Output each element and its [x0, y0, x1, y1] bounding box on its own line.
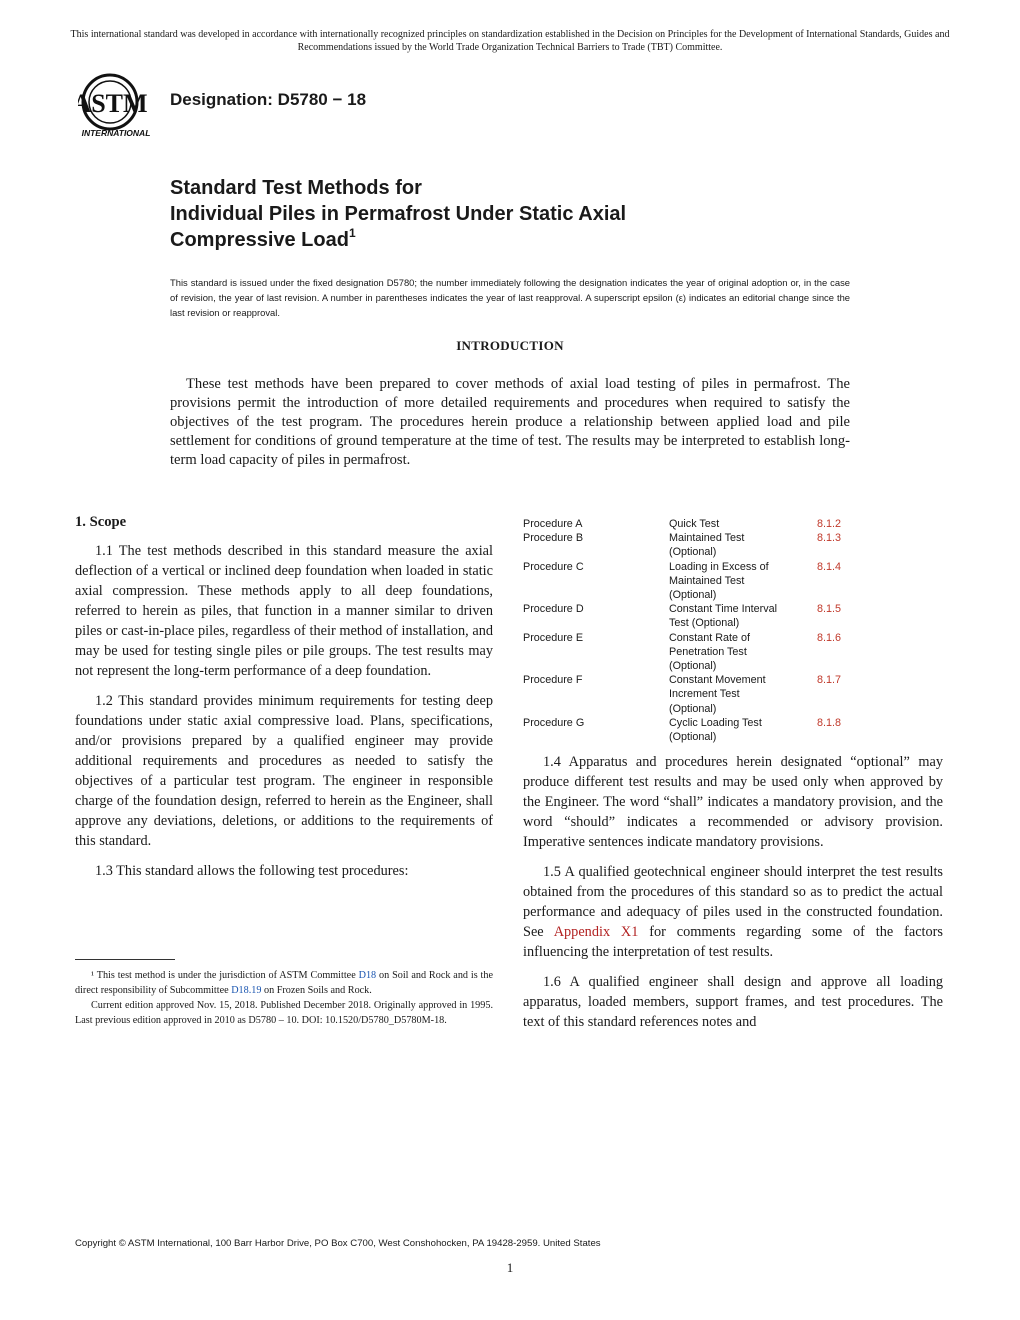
- procedure-test: Constant Rate of Penetration Test (Optional): [669, 631, 751, 673]
- procedure-section-link[interactable]: 8.1.8: [817, 716, 842, 729]
- title-line-1: Standard Test Methods for: [170, 177, 422, 199]
- procedure-row: [523, 673, 943, 716]
- astm-logo: [78, 72, 162, 144]
- section-1-6: 1.6 A qualified engineer shall design and approve all loading apparatus, loaded members, support frames, and test procedures. The text of this standard references notes and: [523, 974, 943, 1030]
- procedure-test: Loading in Excess of Maintained Test (Optional): [669, 560, 769, 602]
- procedure-row: [523, 560, 943, 603]
- footnote-divider: [75, 959, 175, 960]
- footnote-1-text-c: on Frozen Soils and Rock.: [261, 985, 372, 996]
- section-1-5-text-a: 1.5 A qualified geotechnical engineer should interpret the test results obtained from the procedures of this standard so as to predict the actual performance and adequacy of piles used in the constructed foundation. See: [523, 864, 943, 940]
- procedure-section-link[interactable]: 8.1.7: [817, 674, 842, 687]
- section-1-3: 1.3 This standard allows the following test procedures:: [95, 863, 409, 879]
- procedure-name: Procedure D: [523, 603, 584, 616]
- section-1-4: 1.4 Apparatus and procedures herein designated “optional” may produce different test results and may be used only when approved by the Engineer. The word “shall” indicates a mandatory provision, and the word “should” indicates a recommended or advisory provision. Imperative sentences indicate mandatory provisions.: [523, 754, 943, 850]
- issuance-statement: This standard is issued under the fixed designation D5780; the number immediately following the designation indicates the year of original adoption or, in the case of revision, the year of last revision. A number in parentheses indicates the year of last reapproval. A superscript epsilon (ε) indicates an editorial change since the last revision or reapproval.: [170, 277, 850, 318]
- scope-heading: 1. Scope: [75, 514, 127, 530]
- footnote-1: [75, 968, 493, 998]
- committee-d18-link[interactable]: D18: [358, 970, 377, 981]
- procedure-name: Procedure C: [523, 560, 584, 573]
- procedure-test: Constant Time Interval Test (Optional): [669, 603, 778, 630]
- introduction-text: These test methods have been prepared to cover methods of axial load testing of piles in permafrost. The provisions permit the introduction of more detailed requirements and procedures when required to satisfy the objectives of the test program. The procedures herein produce a relationship between applied load and pile settlement for conditions of ground temperature at the time of test. The results may be interpreted to establish long-term load capacity of piles in permafrost.: [170, 376, 850, 468]
- wto-notice: This international standard was developed in accordance with internationally recognized principles on standardization established in the Decision on Principles for the Development of International Standards, Guides and Recommendations issued by the World Trade Organization Technical Barriers to Trade (TBT) Committee.: [70, 29, 950, 53]
- footnote-1-text-a: ¹ This test method is under the jurisdiction of ASTM Committee: [91, 970, 359, 981]
- title-line-2: Individual Piles in Permafrost Under Static Axial: [170, 203, 627, 225]
- procedure-test: Cyclic Loading Test (Optional): [669, 716, 762, 744]
- procedure-name: Procedure F: [523, 674, 583, 687]
- copyright: Copyright © ASTM International, 100 Barr Harbor Drive, PO Box C700, West Conshohocken, PA 19428-2959. United States: [75, 1238, 601, 1249]
- section-1-2: 1.2 This standard provides minimum requirements for testing deep foundations under static axial compressive load. Plans, specifications, and/or provisions prepared by a qualified engineer may provide additional requirements and procedures as needed to satisfy the objectives of a particular test program. The engineer in responsible charge of the foundation design, referred to herein as the Engineer, shall approve any deviations, deletions, or additions to the requirements of this standard.: [75, 693, 493, 849]
- astm-logo-icon: [78, 72, 162, 144]
- logo-sub-text: INTERNATIONAL: [81, 128, 151, 138]
- footnote-edition: Current edition approved Nov. 15, 2018. Published December 2018. Originally approved in 1995. Last previous edition approved in 2010 as D5780 – 10. DOI: 10.1520/D5780_D5780M-18.: [75, 1000, 493, 1026]
- footnote-1-text-b: on Soil and Rock and is the direct responsibility of Subcommittee: [75, 970, 493, 996]
- section-1-5-text-b: for comments regarding some of the factors influencing the interpretation of test results.: [523, 924, 943, 960]
- procedure-row: [523, 517, 943, 531]
- procedure-row: [523, 531, 943, 559]
- logo-main-text: ASTM: [78, 89, 148, 118]
- appendix-x1-link[interactable]: Appendix X1: [553, 924, 639, 940]
- procedure-name: Procedure B: [523, 532, 584, 545]
- procedure-section-link[interactable]: 8.1.6: [817, 631, 842, 644]
- introduction-heading: INTRODUCTION: [456, 338, 564, 353]
- procedure-section-link[interactable]: 8.1.2: [817, 518, 842, 530]
- subcommittee-d18-19-link[interactable]: D18.19: [231, 985, 262, 996]
- procedure-test: Quick Test: [669, 518, 720, 530]
- footnotes: [75, 968, 493, 1028]
- procedure-section-link[interactable]: 8.1.3: [817, 532, 842, 545]
- section-1-5: [523, 862, 943, 962]
- title-footnote-ref[interactable]: 1: [348, 226, 356, 240]
- right-column: [523, 752, 943, 1042]
- procedure-row: [523, 602, 943, 630]
- section-1-1: 1.1 The test methods described in this standard measure the axial deflection of a vertical or inclined deep foundation when loaded in static axial compression. These methods apply to all deep foundations, referred to herein as piles, that function in a manner similar to driven piles or cast-in-place piles, regardless of their method of installation, and may be used for testing single piles or pile groups. The test results may not represent the long-term performance of a deep foundation.: [75, 543, 493, 679]
- document-title: [170, 175, 626, 253]
- procedure-name: Procedure A: [523, 518, 583, 530]
- page-number: 1: [506, 1260, 514, 1275]
- procedure-section-link[interactable]: 8.1.5: [817, 603, 842, 616]
- procedure-name: Procedure G: [523, 716, 585, 729]
- procedure-row: [523, 631, 943, 674]
- designation: Designation: D5780 − 18: [170, 90, 367, 109]
- procedure-test: Maintained Test (Optional): [669, 532, 745, 559]
- procedure-row: [523, 716, 943, 744]
- title-line-3: [170, 227, 626, 253]
- procedure-section-link[interactable]: 8.1.4: [817, 560, 842, 573]
- title-line-3-text: Compressive Load: [170, 229, 349, 251]
- procedure-test: Constant Movement Increment Test (Optional): [669, 674, 766, 715]
- procedure-name: Procedure E: [523, 631, 584, 644]
- left-column: [75, 512, 493, 891]
- procedures-table: [523, 517, 943, 744]
